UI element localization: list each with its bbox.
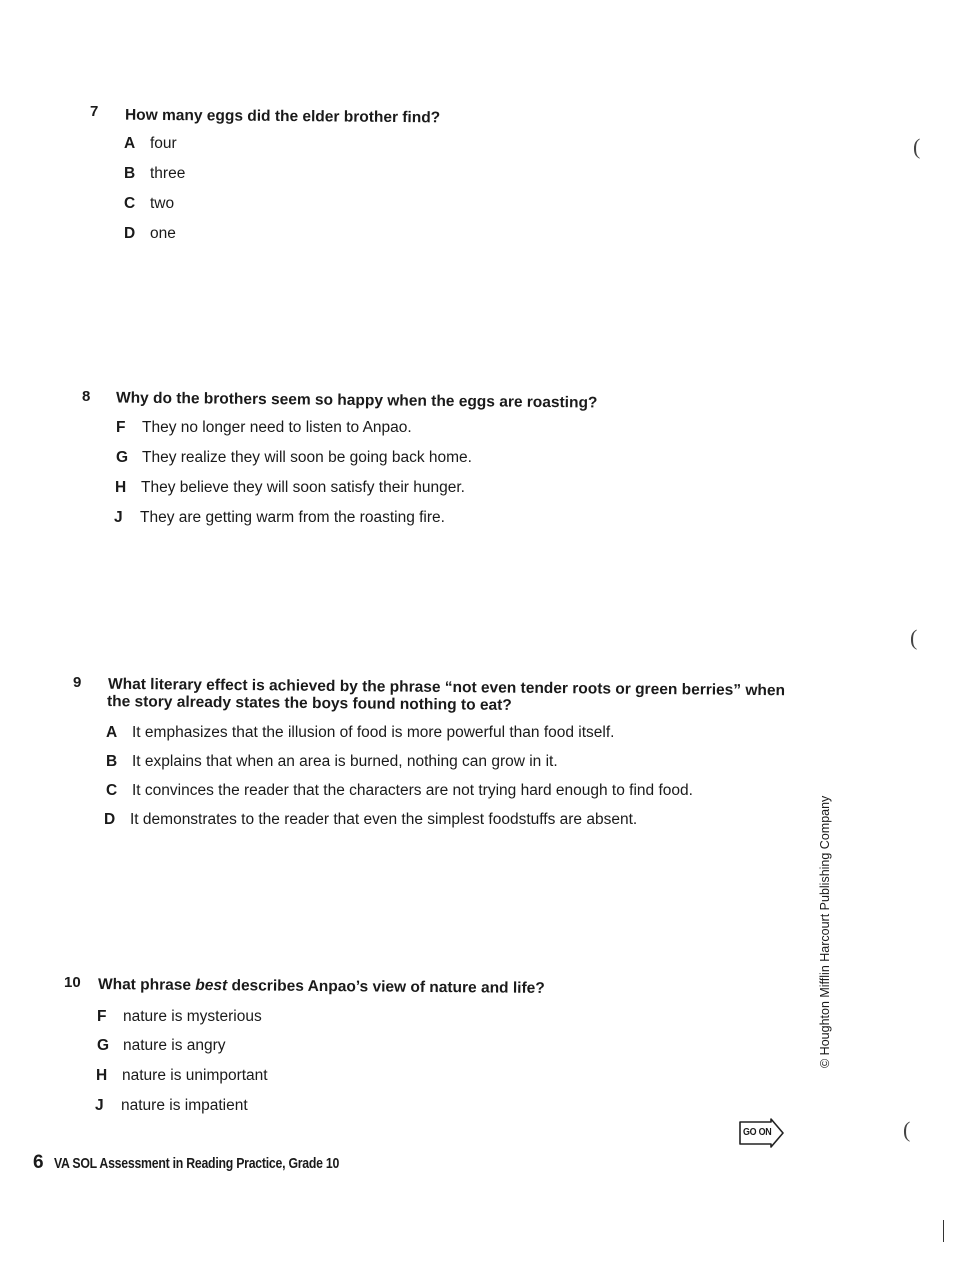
question-number: 9 <box>73 674 82 691</box>
answer-option-f[interactable] <box>97 1008 262 1026</box>
answer-option-b[interactable] <box>124 165 185 183</box>
question-text-start: What phrase <box>97 976 196 994</box>
option-text: one <box>150 225 176 242</box>
go-on-label: GO ON <box>743 1126 772 1138</box>
option-letter: J <box>95 1097 104 1114</box>
answer-option-a[interactable] <box>124 135 177 153</box>
option-letter: G <box>97 1037 110 1054</box>
question-number: 8 <box>82 388 91 405</box>
option-letter: C <box>106 782 118 799</box>
option-text: They no longer need to listen to Anpao. <box>142 419 412 436</box>
option-letter: F <box>116 419 126 436</box>
option-text: nature is unimportant <box>122 1067 268 1084</box>
question-text-line-2: the story already states the boys found nothing to eat? <box>106 693 512 714</box>
option-text: It demonstrates to the reader that even the simplest foodstuffs are absent. <box>130 811 638 828</box>
question-number: 7 <box>90 103 99 120</box>
answer-option-d[interactable] <box>104 811 637 829</box>
option-text: It convinces the reader that the characters are not trying hard enough to find food. <box>132 782 693 799</box>
option-letter: A <box>124 135 136 152</box>
scan-mark: ( <box>910 625 918 650</box>
option-text: It explains that when an area is burned, nothing can grow in it. <box>132 753 558 770</box>
scan-mark-line <box>943 1220 944 1242</box>
scan-mark: ( <box>903 1117 911 1142</box>
option-letter: G <box>116 449 129 466</box>
answer-option-j[interactable] <box>95 1097 248 1115</box>
answer-option-j[interactable] <box>114 509 445 527</box>
option-letter: A <box>106 724 118 741</box>
answer-option-c[interactable] <box>106 782 693 800</box>
option-letter: D <box>124 225 136 242</box>
option-letter: B <box>106 753 118 770</box>
option-letter: F <box>97 1008 107 1025</box>
page-footer <box>33 1152 401 1174</box>
answer-option-h[interactable] <box>115 479 465 497</box>
option-letter: D <box>104 811 116 828</box>
option-letter: B <box>124 165 136 182</box>
copyright-notice: © Houghton Mifflin Harcourt Publishing Company <box>818 795 832 1068</box>
option-text: three <box>150 165 186 182</box>
answer-option-g[interactable] <box>97 1037 226 1055</box>
question-number: 10 <box>64 974 81 991</box>
option-letter: J <box>114 509 123 526</box>
answer-option-b[interactable] <box>106 753 558 771</box>
answer-option-c[interactable] <box>124 195 174 213</box>
question-text-emphasis: best <box>195 976 228 995</box>
answer-option-g[interactable] <box>116 449 472 467</box>
page-number: 6 <box>33 1152 44 1173</box>
question-text-end: describes Anpao’s view of nature and life? <box>227 977 545 997</box>
option-letter: H <box>115 479 127 496</box>
scan-mark: ( <box>913 134 921 159</box>
go-on-arrow <box>737 1118 785 1148</box>
answer-option-h[interactable] <box>96 1067 268 1085</box>
option-letter: H <box>96 1067 108 1084</box>
question-text: Why do the brothers seem so happy when the eggs are roasting? <box>115 389 598 412</box>
option-text: They are getting warm from the roasting fire. <box>140 509 445 526</box>
footer-title: VA SOL Assessment in Reading Practice, Grade 10 <box>53 1155 339 1172</box>
answer-option-a[interactable] <box>106 724 614 742</box>
option-letter: C <box>124 195 136 212</box>
option-text: nature is mysterious <box>123 1008 262 1025</box>
option-text: four <box>150 135 177 152</box>
option-text: two <box>150 195 175 212</box>
answer-option-f[interactable] <box>116 419 412 437</box>
option-text: They believe they will soon satisfy their hunger. <box>141 479 465 496</box>
question-text <box>98 976 545 997</box>
question-text: How many eggs did the elder brother find? <box>124 106 441 127</box>
option-text: They realize they will soon be going back home. <box>142 449 472 466</box>
question-text-line-1: What literary effect is achieved by the phrase “not even tender roots or green berries” when <box>107 675 786 700</box>
answer-option-d[interactable] <box>124 225 176 243</box>
option-text: nature is impatient <box>121 1097 248 1114</box>
option-text: It emphasizes that the illusion of food is more powerful than food itself. <box>132 724 615 741</box>
option-text: nature is angry <box>123 1037 226 1054</box>
